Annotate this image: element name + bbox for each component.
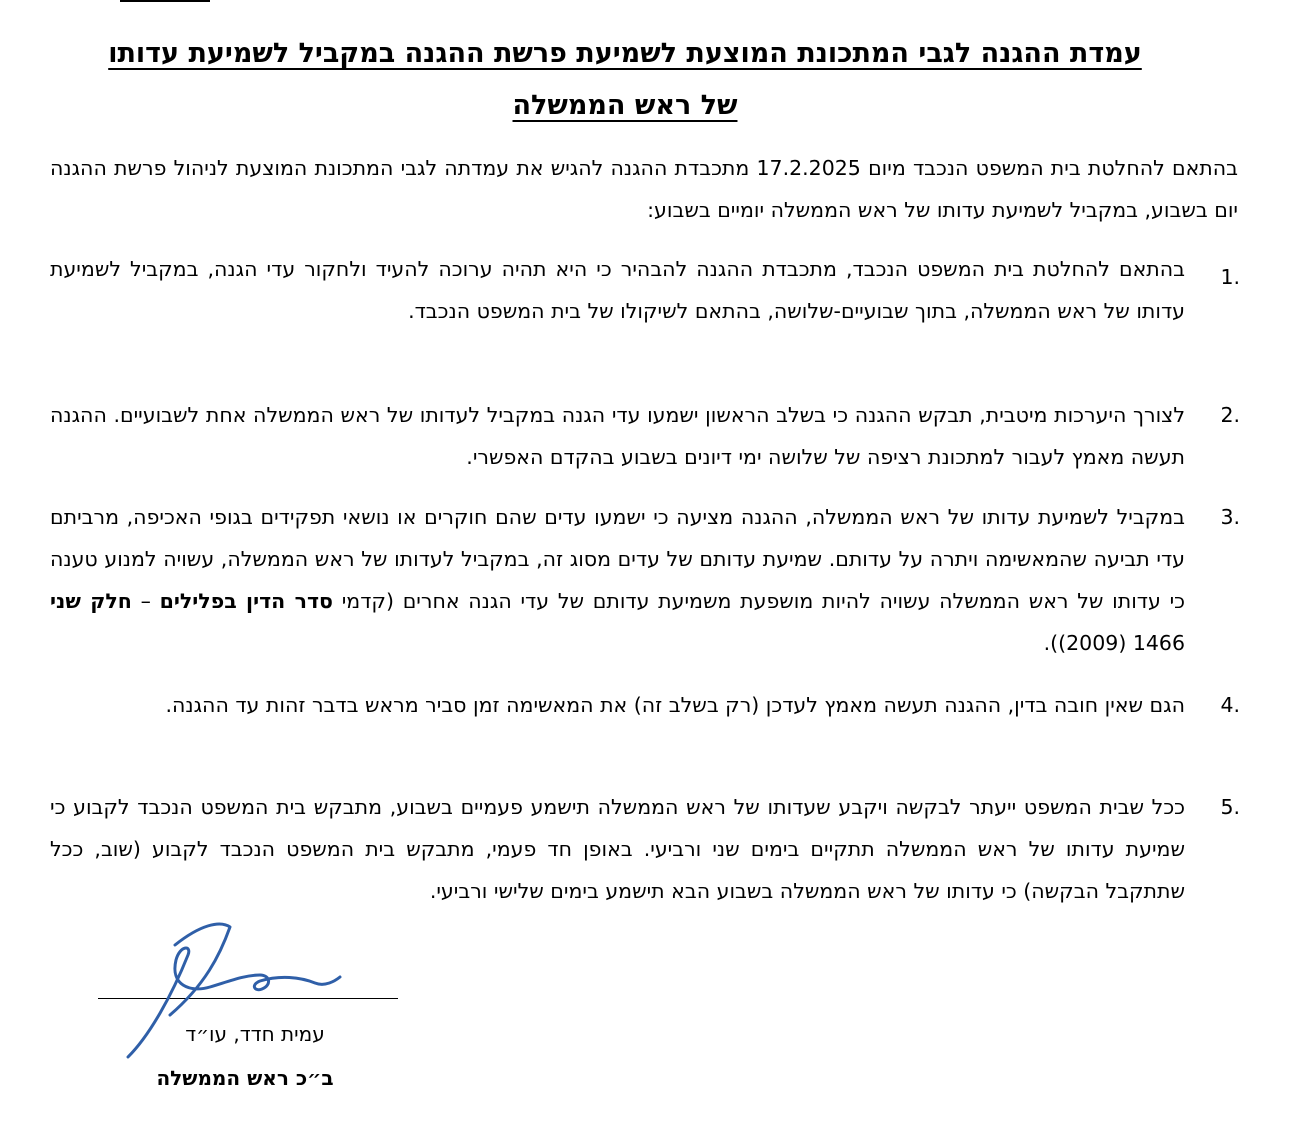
item-number: 1. bbox=[1220, 265, 1240, 289]
list-item: הגם שאין חובה בדין, ההגנה תעשה מאמץ לעדכן (רק בשלב זה) את המאשימה זמן סביר מראש בדבר זהות עד ההגנה. bbox=[165, 693, 1185, 717]
citation-part: חלק שני bbox=[50, 589, 132, 613]
item-text: במקביל לשמיעת עדותו של ראש הממשלה, ההגנה מציעה כי ישמעו עדים שהם חוקרים או נושאי תפקידים בגופי האכיפה, מרביתם עדי תביעה שהמאשימה ויתרה על עדותם. שמיעת עדותם של עדים מסוג זה, במקביל לעדותו של ראש הממשלה, עשויה למנוע טענה כי עדותו של ראש הממשלה עשויה להיות מושפעת משמיעת עדותם של עדי הגנה אחרים (קדמי bbox=[50, 505, 1185, 613]
item-number: 5. bbox=[1220, 795, 1240, 819]
item-number: 3. bbox=[1220, 505, 1240, 529]
title-line-1: עמדת ההגנה לגבי המתכונת המוצעת לשמיעת פרשת ההגנה במקביל לשמיעת עדותו bbox=[108, 38, 1142, 69]
list-item bbox=[50, 496, 1185, 664]
list-item: ככל שבית המשפט ייעתר לבקשה ויקבע שעדותו של ראש הממשלה תישמע פעמיים בשבוע, מתבקש בית המשפט הנכבד לקבוע כי שמיעת עדותו של ראש הממשלה תתקיים בימים שני ורביעי. באופן חד פעמי, מתבקש בית המשפט הנכבד לקבוע (שוב, ככל שתתקבל הבקשה) כי עדותו של ראש הממשלה בשבוע הבא תישמע בימים שלישי ורביעי. bbox=[50, 795, 1185, 903]
top-edge-line bbox=[120, 0, 210, 2]
intro-paragraph: בהתאם להחלטת בית המשפט הנכבד מיום 17.2.2025 מתכבדת ההגנה להגיש את עמדתה לגבי המתכונת המוצעת לניהול פרשת ההגנה יום בשבוע, במקביל לשמיעת עדותו של ראש הממשלה יומיים בשבוע: bbox=[50, 156, 1238, 222]
list-item: לצורך היערכות מיטבית, תבקש ההגנה כי בשלב הראשון ישמעו עדי הגנה במקביל לעדותו של ראש הממשלה אחת לשבועיים. ההגנה תעשה מאמץ לעבור למתכונת רציפה של שלושה ימי דיונים בשבוע בהקדם האפשרי. bbox=[50, 403, 1185, 469]
item-number: 2. bbox=[1220, 403, 1240, 427]
document-title bbox=[30, 28, 1220, 132]
item-number: 4. bbox=[1220, 693, 1240, 717]
list-item: בהתאם להחלטת בית המשפט הנכבד, מתכבדת ההגנה להבהיר כי היא תהיה ערוכה להעיד ולחקור עדי הגנה, במקביל לשמיעת עדותו של ראש הממשלה, בתוך שבועיים-שלושה, בהתאם לשיקולו של בית המשפט הנכבד. bbox=[50, 257, 1185, 323]
signer-name: עמית חדד, עו״ד bbox=[185, 1022, 325, 1046]
citation-dash: – bbox=[131, 589, 160, 613]
citation-book-title: סדר הדין בפלילים bbox=[159, 589, 333, 613]
signer-role: ב״כ ראש הממשלה bbox=[156, 1066, 334, 1090]
citation-tail: 1466 (2009)). bbox=[1043, 631, 1185, 655]
title-line-2: של ראש הממשלה bbox=[512, 90, 738, 121]
